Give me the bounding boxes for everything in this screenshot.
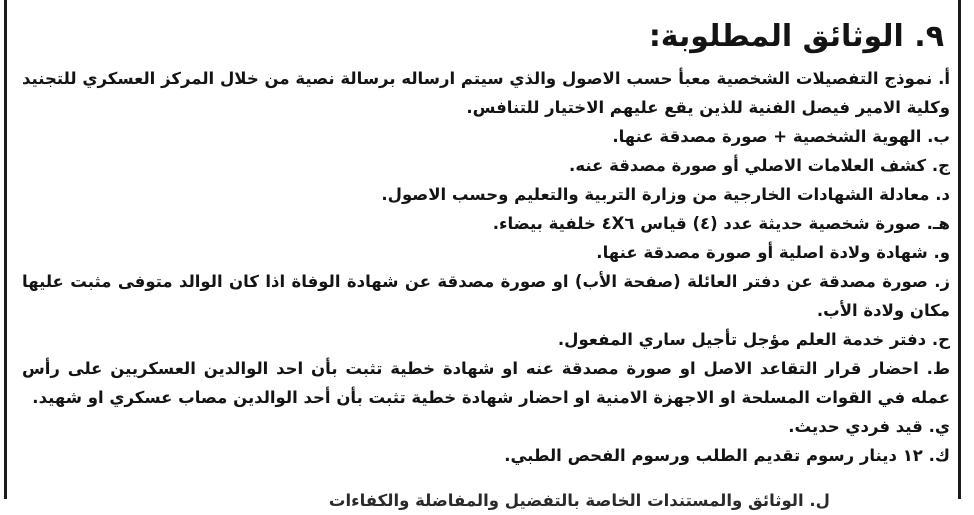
document-body [22,14,950,470]
list-item: ز. صورة مصدقة عن دفتر العائلة (صفحة الأب) او صورة مصدقة عن شهادة الوفاة اذا كان الوالد متوفى مثبت عليها مكان ولادة الأب. [22,272,950,320]
requirements-list [22,64,950,470]
left-border-rule [4,0,7,499]
section-title: ٩. الوثائق المطلوبة: [648,19,944,54]
list-item: ج. كشف العلامات الاصلي أو صورة مصدقة عنه. [569,156,950,175]
list-item: أ. نموذج التفصيلات الشخصية معبأ حسب الاصول والذي سيتم ارساله برسالة نصية من خلال المركز العسكري للتجنيد وكلية الامير فيصل الفنية للذين يقع عليهم الاختيار للتنافس. [22,69,950,117]
list-item: ط. احضار قرار التقاعد الاصل او صورة مصدقة عنه او شهادة خطية تثبت بأن احد الوالدين العسكريين على رأس عمله في القوات المسلحة او الاجهزة الامنية او احضار شهادة خطية تثبت بأن أحد الوالدين مصاب عسكري او شهيد. [22,359,950,407]
list-item: و. شهادة ولادة اصلية أو صورة مصدقة عنها. [596,243,950,262]
list-item: ك. ١٢ دينار رسوم تقديم الطلب ورسوم الفحص الطبي. [504,446,950,465]
list-item: د. معادلة الشهادات الخارجية من وزارة التربية والتعليم وحسب الاصول. [381,185,950,204]
list-item: ي. قيد فردي حديث. [788,417,950,436]
right-border-rule [958,0,961,499]
cut-off-line [130,484,830,510]
list-item: ب. الهوية الشخصية + صورة مصدقة عنها. [612,127,950,146]
list-item: ح. دفتر خدمة العلم مؤجل تأجيل ساري المفعول. [557,330,950,349]
cut-off-text: ل. الوثائق والمستندات الخاصة بالتفضيل والمفاضلة والكفاءات [328,491,830,510]
list-item: هـ. صورة شخصية حديثة عدد (٤) قياس ٤X٦ خلفية بيضاء. [492,214,950,233]
